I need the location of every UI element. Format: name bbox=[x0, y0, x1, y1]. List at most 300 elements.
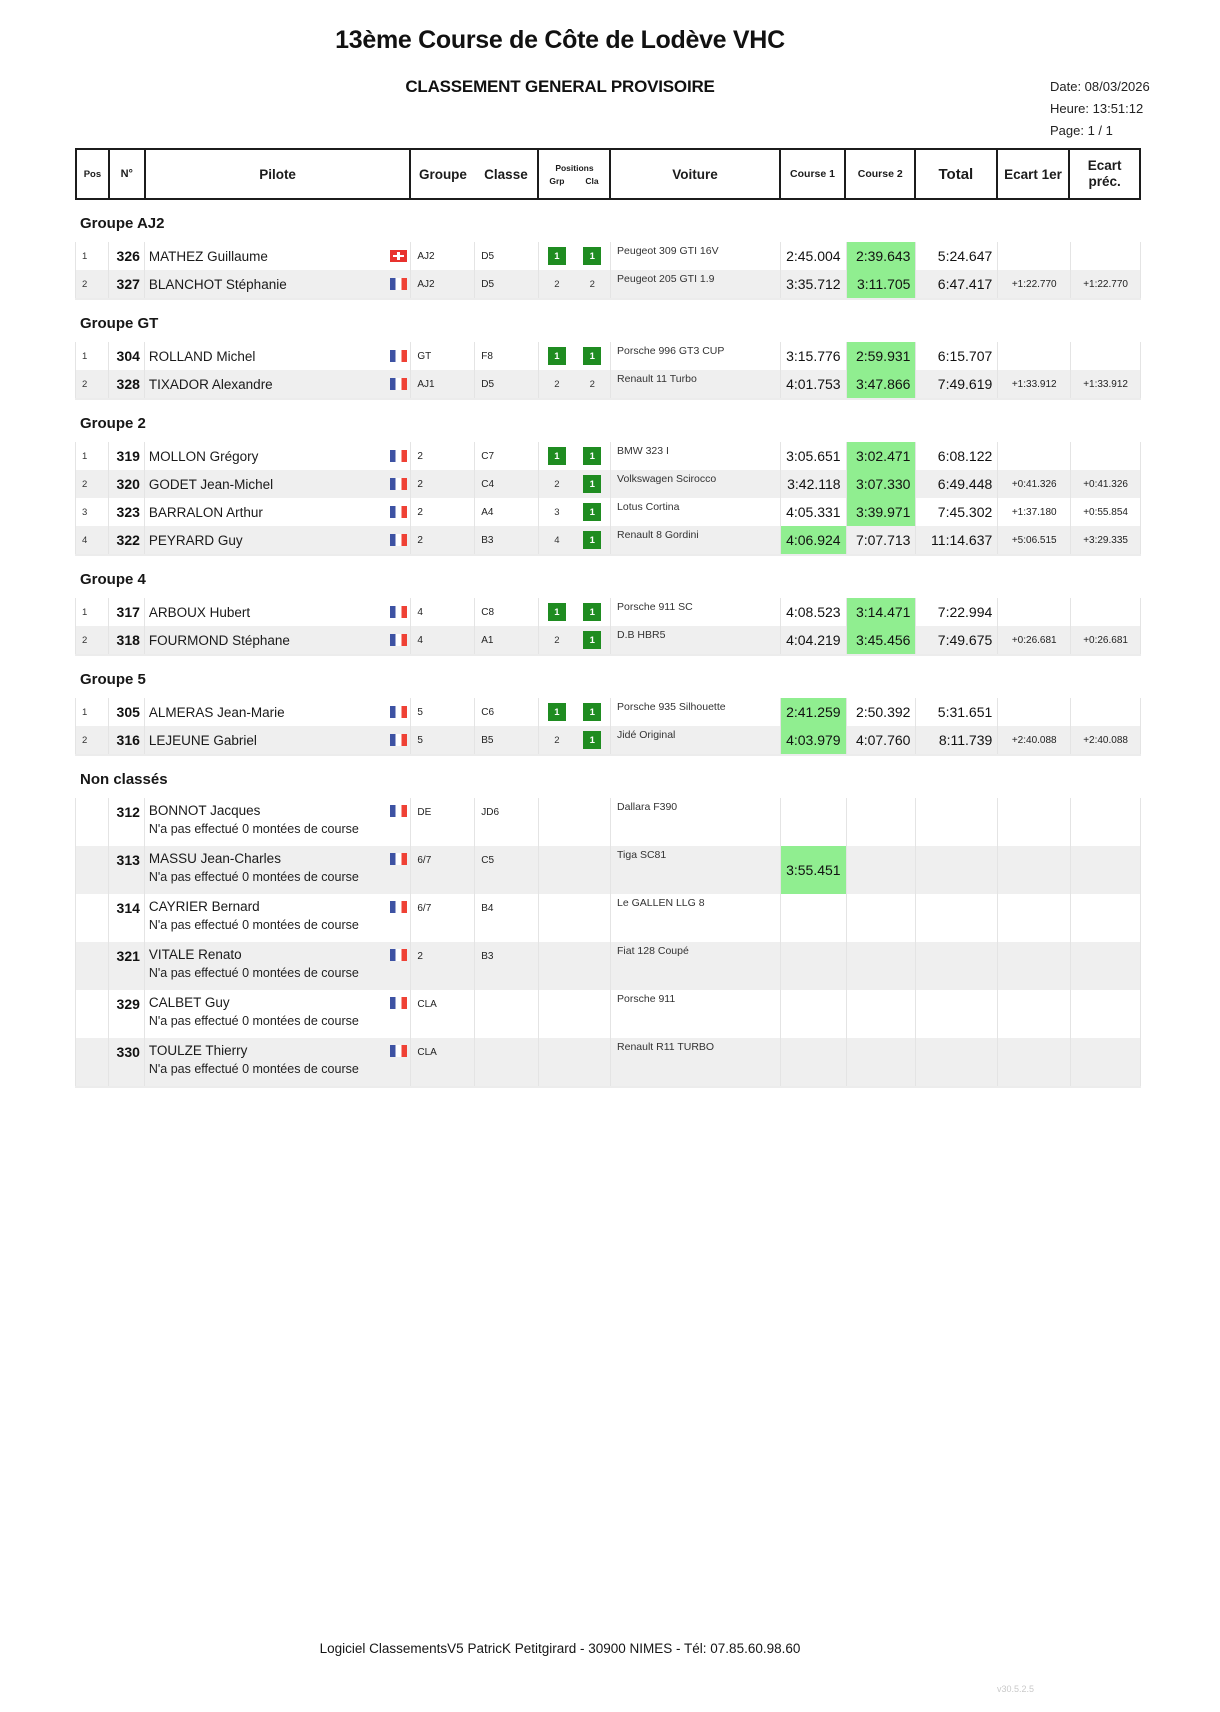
course1-time-cell bbox=[781, 990, 847, 1038]
total-time: 11:14.637 bbox=[931, 532, 993, 548]
gap-to-previous bbox=[1071, 1038, 1140, 1086]
gap-to-previous: +0:41.326 bbox=[1083, 478, 1128, 490]
total-time-cell bbox=[916, 470, 998, 498]
col-header-pos: Pos bbox=[77, 150, 110, 198]
table-row bbox=[75, 598, 1141, 626]
pilot-line bbox=[149, 899, 407, 914]
total-time-cell bbox=[916, 498, 998, 526]
gap-to-previous bbox=[1071, 442, 1140, 470]
positions-cell bbox=[539, 498, 611, 526]
total-time: 6:08.122 bbox=[937, 448, 993, 464]
car-number: 322 bbox=[109, 526, 145, 554]
col-header-cla: Cla bbox=[585, 175, 599, 186]
course2-time: 3:45.456 bbox=[847, 626, 916, 654]
positions-cell bbox=[539, 942, 611, 990]
grp-position-badge: 1 bbox=[548, 247, 566, 265]
course1-time: 4:04.219 bbox=[786, 632, 841, 648]
positions-cell bbox=[539, 726, 611, 754]
page-subtitle: CLASSEMENT GENERAL PROVISOIRE bbox=[405, 77, 715, 96]
pilot-name: CAYRIER Bernard bbox=[148, 899, 260, 914]
total-time bbox=[916, 798, 997, 846]
car-name: Jidé Original bbox=[611, 726, 781, 754]
car-name: Fiat 128 Coupé bbox=[611, 942, 781, 990]
total-time: 7:49.619 bbox=[937, 376, 993, 392]
gap-to-first bbox=[998, 598, 1071, 626]
group-rows bbox=[75, 598, 1141, 656]
course2-time-cell bbox=[847, 526, 917, 554]
pilot-name: BARRALON Arthur bbox=[148, 504, 263, 520]
pilot-line bbox=[149, 851, 407, 866]
groupe-cell: 2 bbox=[411, 526, 475, 554]
grp-position-badge: 1 bbox=[548, 447, 566, 465]
row-note: N'a pas effectué 0 montées de course bbox=[148, 966, 359, 980]
total-time: 5:31.651 bbox=[937, 704, 993, 720]
total-time: 6:15.707 bbox=[937, 348, 993, 364]
course2-time bbox=[847, 798, 916, 846]
groupe-cell: 2 bbox=[411, 942, 475, 990]
course2-time bbox=[847, 894, 916, 942]
pilot-name: ROLLAND Michel bbox=[148, 348, 256, 364]
course1-time-cell bbox=[781, 598, 847, 626]
car-name: Dallara F390 bbox=[611, 798, 781, 846]
gap-to-previous bbox=[1071, 342, 1140, 370]
col-header-groupe: Groupe bbox=[418, 166, 467, 182]
gap-to-first: +2:40.088 bbox=[998, 726, 1071, 754]
pos-cell bbox=[76, 846, 109, 894]
cla-position-badge: 1 bbox=[583, 247, 601, 265]
groupe-cell: 5 bbox=[411, 698, 475, 726]
course1-time-cell bbox=[781, 342, 847, 370]
total-time bbox=[916, 1038, 997, 1086]
grp-position-badge: 1 bbox=[548, 603, 566, 621]
course2-time: 2:39.643 bbox=[847, 242, 916, 270]
cla-position: 2 bbox=[589, 278, 595, 290]
grp-position-sub bbox=[539, 279, 574, 290]
pilot-cell bbox=[145, 846, 411, 894]
grp-position: 4 bbox=[554, 534, 560, 546]
france-flag-icon bbox=[390, 805, 407, 817]
total-time: 7:22.994 bbox=[937, 604, 993, 620]
car-name: Renault 8 Gordini bbox=[611, 526, 781, 554]
pilot-cell bbox=[145, 942, 411, 990]
cla-position-sub bbox=[575, 447, 610, 465]
car-name: Peugeot 309 GTI 16V bbox=[611, 242, 781, 270]
group-sections bbox=[75, 215, 1141, 1088]
pos-cell: 2 bbox=[76, 726, 109, 754]
group-title: Non classés bbox=[80, 771, 168, 788]
grp-position: 2 bbox=[554, 634, 560, 646]
gap-to-previous bbox=[1071, 942, 1140, 990]
positions-cell bbox=[539, 442, 611, 470]
pilot-name: TOULZE Thierry bbox=[148, 1043, 248, 1058]
gap-to-first bbox=[998, 242, 1071, 270]
course2-time: 3:47.866 bbox=[847, 370, 916, 398]
total-time: 5:24.647 bbox=[937, 248, 993, 264]
col-header-total: Total bbox=[916, 150, 998, 198]
car-number: 314 bbox=[109, 894, 145, 942]
pos-cell: 2 bbox=[76, 470, 109, 498]
car-number: 318 bbox=[109, 626, 145, 654]
course1-time-cell bbox=[781, 270, 847, 298]
classe-cell: JD6 bbox=[475, 798, 539, 846]
classe-cell: B3 bbox=[475, 526, 539, 554]
france-flag-icon bbox=[390, 350, 407, 362]
classe-cell: C7 bbox=[475, 442, 539, 470]
course1-time-cell bbox=[781, 498, 847, 526]
grp-position-badge: 1 bbox=[548, 347, 566, 365]
pilot-name: CALBET Guy bbox=[148, 995, 230, 1010]
positions-cell bbox=[539, 698, 611, 726]
grp-position-sub bbox=[539, 347, 574, 365]
total-time-cell bbox=[916, 526, 998, 554]
pilot-name: MATHEZ Guillaume bbox=[148, 248, 268, 264]
france-flag-icon bbox=[390, 506, 407, 518]
course1-time: 2:41.259 bbox=[781, 698, 846, 726]
pilot-line bbox=[149, 705, 407, 720]
course1-time-cell bbox=[781, 470, 847, 498]
total-time-cell bbox=[916, 894, 998, 942]
grp-position-sub bbox=[539, 447, 574, 465]
total-time-cell bbox=[916, 1038, 998, 1086]
gap-to-first bbox=[998, 442, 1071, 470]
course2-time-cell bbox=[847, 1038, 917, 1086]
pilot-cell bbox=[145, 626, 411, 654]
pilot-cell bbox=[145, 270, 411, 298]
gap-to-first: +1:22.770 bbox=[998, 270, 1071, 298]
course1-time-cell bbox=[781, 442, 847, 470]
table-row bbox=[75, 894, 1141, 942]
france-flag-icon bbox=[390, 378, 407, 390]
classe-cell: A1 bbox=[475, 626, 539, 654]
classe-cell: C6 bbox=[475, 698, 539, 726]
group-rows bbox=[75, 798, 1141, 1088]
classe-cell: D5 bbox=[475, 242, 539, 270]
groupe-cell: DE bbox=[411, 798, 475, 846]
cla-position-badge: 1 bbox=[583, 731, 601, 749]
positions-cell bbox=[539, 990, 611, 1038]
gap-to-previous bbox=[1071, 598, 1140, 626]
total-time-cell bbox=[916, 626, 998, 654]
car-name: D.B HBR5 bbox=[611, 626, 781, 654]
cla-position-badge: 1 bbox=[583, 503, 601, 521]
report-page: Page: 1 / 1 bbox=[1050, 123, 1113, 138]
pilot-line bbox=[149, 633, 407, 648]
pilot-cell bbox=[145, 470, 411, 498]
pilot-line bbox=[149, 533, 407, 548]
course2-time: 2:59.931 bbox=[847, 342, 916, 370]
group-section bbox=[75, 315, 1141, 400]
course2-time-cell bbox=[847, 242, 917, 270]
total-time: 7:49.675 bbox=[937, 632, 993, 648]
gap-to-previous bbox=[1071, 698, 1140, 726]
car-number: 317 bbox=[109, 598, 145, 626]
course2-time-cell bbox=[847, 598, 917, 626]
col-header-number: N° bbox=[110, 150, 146, 198]
car-number: 328 bbox=[109, 370, 145, 398]
course1-time: 4:03.979 bbox=[781, 726, 846, 754]
results-table bbox=[75, 148, 1141, 1088]
car-number: 313 bbox=[109, 846, 145, 894]
total-time: 7:45.302 bbox=[937, 504, 993, 520]
course2-time bbox=[847, 990, 916, 1038]
group-rows bbox=[75, 698, 1141, 756]
groupe-cell: 2 bbox=[411, 442, 475, 470]
total-time-cell bbox=[916, 242, 998, 270]
course1-time-cell bbox=[781, 626, 847, 654]
col-header-positions-sub bbox=[539, 176, 609, 186]
course1-time-cell bbox=[781, 846, 847, 894]
course2-time: 7:07.713 bbox=[855, 532, 911, 548]
pilot-line bbox=[149, 733, 407, 748]
car-name: Renault 11 Turbo bbox=[611, 370, 781, 398]
total-time-cell bbox=[916, 442, 998, 470]
total-time-cell bbox=[916, 598, 998, 626]
group-rows bbox=[75, 242, 1141, 300]
grp-position: 2 bbox=[554, 378, 560, 390]
course1-time: 3:05.651 bbox=[786, 448, 841, 464]
france-flag-icon bbox=[390, 634, 407, 646]
table-row bbox=[75, 990, 1141, 1038]
course1-time-cell bbox=[781, 370, 847, 398]
table-row bbox=[75, 846, 1141, 894]
table-row bbox=[75, 626, 1141, 654]
classe-cell: B3 bbox=[475, 942, 539, 990]
groupe-cell: 4 bbox=[411, 626, 475, 654]
france-flag-icon bbox=[390, 450, 407, 462]
pilot-cell bbox=[145, 598, 411, 626]
cla-position-badge: 1 bbox=[583, 603, 601, 621]
car-name: Tiga SC81 bbox=[611, 846, 781, 894]
car-name: Porsche 935 Silhouette bbox=[611, 698, 781, 726]
gap-to-first bbox=[998, 990, 1071, 1038]
car-number: 320 bbox=[109, 470, 145, 498]
table-row bbox=[75, 698, 1141, 726]
cla-position-badge: 1 bbox=[583, 475, 601, 493]
car-name: Lotus Cortina bbox=[611, 498, 781, 526]
course2-time-cell bbox=[847, 470, 917, 498]
gap-to-previous: +1:22.770 bbox=[1083, 278, 1128, 290]
table-row bbox=[75, 470, 1141, 498]
groupe-cell: CLA bbox=[411, 990, 475, 1038]
table-row bbox=[75, 370, 1141, 398]
col-header-groupe-classe bbox=[411, 150, 539, 198]
course2-time-cell bbox=[847, 442, 917, 470]
course1-time-cell bbox=[781, 698, 847, 726]
grp-position-sub bbox=[539, 247, 574, 265]
gap-to-first: +5:06.515 bbox=[998, 526, 1071, 554]
table-row bbox=[75, 942, 1141, 990]
classe-cell: C5 bbox=[475, 846, 539, 894]
grp-position-sub bbox=[539, 603, 574, 621]
header-block bbox=[75, 26, 1045, 97]
pilot-line bbox=[149, 349, 407, 364]
pos-cell: 1 bbox=[76, 698, 109, 726]
cla-position-sub bbox=[575, 279, 610, 290]
group-title: Groupe AJ2 bbox=[80, 215, 165, 232]
cla-position-sub bbox=[575, 531, 610, 549]
course2-time-cell bbox=[847, 894, 917, 942]
total-time bbox=[916, 990, 997, 1038]
groupe-cell: 2 bbox=[411, 498, 475, 526]
total-time-cell bbox=[916, 370, 998, 398]
table-row bbox=[75, 798, 1141, 846]
course1-time: 2:45.004 bbox=[786, 248, 841, 264]
car-number: 323 bbox=[109, 498, 145, 526]
car-number: 329 bbox=[109, 990, 145, 1038]
course1-time-cell bbox=[781, 242, 847, 270]
pilot-line bbox=[149, 803, 407, 818]
pos-cell: 2 bbox=[76, 370, 109, 398]
france-flag-icon bbox=[390, 278, 407, 290]
gap-to-previous: +1:33.912 bbox=[1083, 378, 1128, 390]
grp-position: 2 bbox=[554, 478, 560, 490]
cla-position-sub bbox=[575, 503, 610, 521]
groupe-cell: 2 bbox=[411, 470, 475, 498]
pilot-line bbox=[149, 947, 407, 962]
cla-position-sub bbox=[575, 603, 610, 621]
gap-to-previous bbox=[1071, 990, 1140, 1038]
car-name: Porsche 911 SC bbox=[611, 598, 781, 626]
pos-cell: 3 bbox=[76, 498, 109, 526]
france-flag-icon bbox=[390, 853, 407, 865]
row-note: N'a pas effectué 0 montées de course bbox=[148, 1014, 359, 1028]
car-number: 330 bbox=[109, 1038, 145, 1086]
course1-time-cell bbox=[781, 1038, 847, 1086]
pilot-name: FOURMOND Stéphane bbox=[148, 632, 290, 648]
course1-time: 4:06.924 bbox=[781, 526, 846, 554]
gap-to-first: +0:41.326 bbox=[998, 470, 1071, 498]
course1-time: 3:42.118 bbox=[787, 476, 841, 492]
pilot-line bbox=[149, 605, 407, 620]
groupe-cell: AJ2 bbox=[411, 242, 475, 270]
france-flag-icon bbox=[390, 1045, 407, 1057]
course2-time-cell bbox=[847, 798, 917, 846]
table-row bbox=[75, 442, 1141, 470]
gap-to-first bbox=[998, 894, 1071, 942]
positions-cell bbox=[539, 846, 611, 894]
row-note: N'a pas effectué 0 montées de course bbox=[148, 870, 359, 884]
pos-cell bbox=[76, 1038, 109, 1086]
gap-to-previous: +0:55.854 bbox=[1083, 506, 1128, 518]
france-flag-icon bbox=[390, 949, 407, 961]
table-row bbox=[75, 726, 1141, 754]
gap-to-first bbox=[998, 798, 1071, 846]
grp-position: 2 bbox=[554, 734, 560, 746]
car-number: 326 bbox=[109, 242, 145, 270]
pilot-name: GODET Jean-Michel bbox=[148, 476, 274, 492]
table-row bbox=[75, 498, 1141, 526]
positions-cell bbox=[539, 798, 611, 846]
gap-to-previous: +3:29.335 bbox=[1083, 534, 1128, 546]
table-header-row bbox=[75, 148, 1141, 200]
groupe-cell: 6/7 bbox=[411, 894, 475, 942]
positions-cell bbox=[539, 370, 611, 398]
group-section bbox=[75, 671, 1141, 756]
course2-time-cell bbox=[847, 342, 917, 370]
france-flag-icon bbox=[390, 901, 407, 913]
classe-cell: D5 bbox=[475, 370, 539, 398]
pilot-cell bbox=[145, 242, 411, 270]
course2-time: 4:07.760 bbox=[855, 732, 911, 748]
grp-position-sub bbox=[539, 635, 574, 646]
row-note: N'a pas effectué 0 montées de course bbox=[148, 918, 359, 932]
car-number: 319 bbox=[109, 442, 145, 470]
pos-cell bbox=[76, 942, 109, 990]
course2-time-cell bbox=[847, 942, 917, 990]
car-number: 327 bbox=[109, 270, 145, 298]
col-header-pilot: Pilote bbox=[146, 150, 412, 198]
positions-cell bbox=[539, 342, 611, 370]
pilot-name: VITALE Renato bbox=[148, 947, 242, 962]
group-title: Groupe 5 bbox=[80, 671, 146, 688]
grp-position-sub bbox=[539, 735, 574, 746]
gap-to-first: +1:33.912 bbox=[998, 370, 1071, 398]
course2-time bbox=[847, 1038, 916, 1086]
course1-time bbox=[781, 942, 846, 990]
course2-time bbox=[847, 846, 916, 894]
course2-time: 3:39.971 bbox=[847, 498, 916, 526]
pos-cell: 1 bbox=[76, 598, 109, 626]
gap-to-previous bbox=[1071, 798, 1140, 846]
pilot-cell bbox=[145, 726, 411, 754]
grp-position-badge: 1 bbox=[548, 703, 566, 721]
france-flag-icon bbox=[390, 534, 407, 546]
classe-cell bbox=[475, 1038, 539, 1086]
groupe-cell: 5 bbox=[411, 726, 475, 754]
france-flag-icon bbox=[390, 997, 407, 1009]
classe-cell: C4 bbox=[475, 470, 539, 498]
pos-cell bbox=[76, 798, 109, 846]
pilot-name: PEYRARD Guy bbox=[148, 532, 243, 548]
pilot-line bbox=[149, 377, 407, 392]
report-date: Date: 08/03/2026 bbox=[1050, 79, 1150, 94]
pilot-cell bbox=[145, 442, 411, 470]
car-name: Porsche 996 GT3 CUP bbox=[611, 342, 781, 370]
course2-time bbox=[847, 942, 916, 990]
col-header-voiture: Voiture bbox=[611, 150, 780, 198]
col-header-ecart-prec-line1: Ecart bbox=[1087, 158, 1122, 173]
gap-to-first bbox=[998, 846, 1071, 894]
car-number: 321 bbox=[109, 942, 145, 990]
groupe-cell: 4 bbox=[411, 598, 475, 626]
course2-time-cell bbox=[847, 698, 917, 726]
course2-time-cell bbox=[847, 498, 917, 526]
group-title: Groupe 2 bbox=[80, 415, 146, 432]
car-name: Le GALLEN LLG 8 bbox=[611, 894, 781, 942]
pilot-name: ALMERAS Jean-Marie bbox=[148, 704, 285, 720]
pilot-name: TIXADOR Alexandre bbox=[148, 376, 273, 392]
car-number: 305 bbox=[109, 698, 145, 726]
footer-text: Logiciel ClassementsV5 PatricK Petitgirard - 30900 NIMES - Tél: 07.85.60.98.60 bbox=[319, 1641, 801, 1656]
total-time: 6:47.417 bbox=[937, 276, 993, 292]
page-title: 13ème Course de Côte de Lodève VHC bbox=[335, 26, 785, 54]
cla-position-sub bbox=[575, 475, 610, 493]
gap-to-previous bbox=[1071, 894, 1140, 942]
pos-cell: 2 bbox=[76, 270, 109, 298]
course2-time-cell bbox=[847, 990, 917, 1038]
course2-time: 3:11.705 bbox=[847, 270, 916, 298]
gap-to-previous bbox=[1071, 846, 1140, 894]
grp-position-sub bbox=[539, 379, 574, 390]
pilot-name: ARBOUX Hubert bbox=[148, 604, 251, 620]
course1-time: 3:15.776 bbox=[786, 348, 841, 364]
cla-position-sub bbox=[575, 247, 610, 265]
course1-time: 4:01.753 bbox=[786, 376, 841, 392]
pilot-cell bbox=[145, 1038, 411, 1086]
group-section bbox=[75, 771, 1141, 1088]
course2-time: 2:50.392 bbox=[855, 704, 911, 720]
col-header-ecart-1er: Ecart 1er bbox=[998, 150, 1071, 198]
